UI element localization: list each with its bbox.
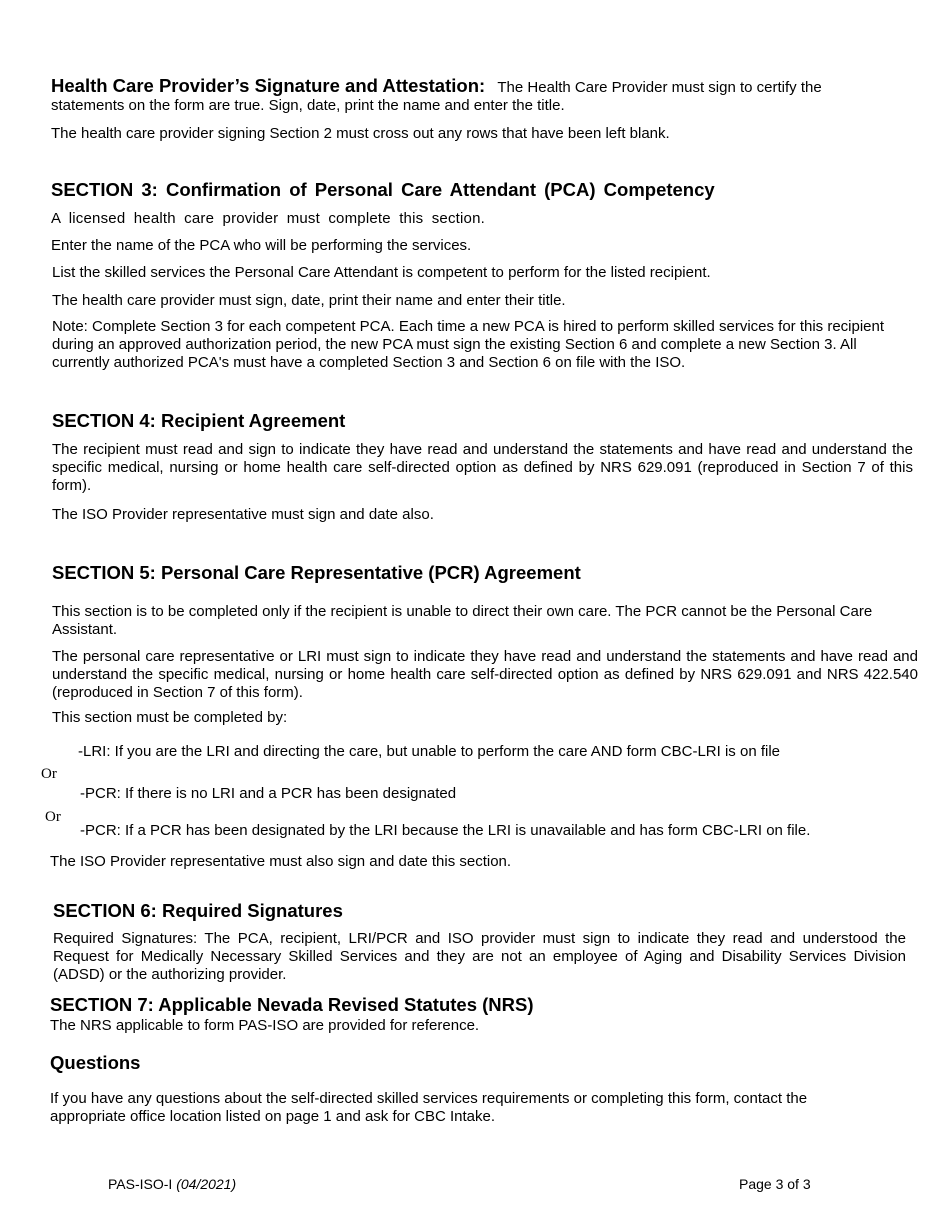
section6-heading: SECTION 6: Required Signatures [53,900,343,921]
section5-paragraph-3: This section must be completed by: [52,709,288,726]
section5-or-1: Or [41,766,57,782]
section5-paragraph-2: The personal care representative or LRI must sign to indicate they have read and understand the statements and have read and understand the specific medical, nursing or home health care self-directed option as defined by NRS 629.091 and NRS 422.540 (reproduced in Section 7 of this form). [52,648,918,701]
section5-option-pcr-1: -PCR: If there is no LRI and a PCR has been designated [80,785,457,802]
section3-heading: SECTION 3: Confirmation of Personal Care Attendant (PCA) Competency [51,179,715,200]
questions-paragraph: If you have any questions about the self-directed skilled services requirements or completing this form, contact the appropriate office location listed on page 1 and ask for CBC Intake. [50,1090,808,1125]
section3-note: Note: Complete Section 3 for each competent PCA. Each time a new PCA is hired to perform skilled services for this recipient during an approved authorization period, the new PCA must sign the existing Section 6 and complete a new Section 3. All currently authorized PCA's must have a completed Section 3 and Section 6 on file with the ISO. [52,318,885,371]
attestation-heading: Health Care Provider’s Signature and Attestation: [51,75,486,96]
section6-paragraph-1: Required Signatures: The PCA, recipient, LRI/PCR and ISO provider must sign to indicate they read and understood the Request for Medically Necessary Skilled Services and they are not an employee of Aging and Disability Services Division (ADSD) or the authorizing provider. [53,930,906,983]
section3-paragraph-3: List the skilled services the Personal Care Attendant is competent to perform for the listed recipient. [52,264,711,281]
section4-paragraph-2: The ISO Provider representative must sign and date also. [52,506,434,523]
footer-form-id [108,1175,236,1193]
section4-paragraph-1: The recipient must read and sign to indicate they have read and understand the statements and have read and understand the specific medical, nursing or home health care self-directed option as defined by NRS 629.091 (reproduced in Section 7 of this form). [52,441,913,494]
attestation-text: The Health Care Provider must sign to certify the statements on the form are true. Sign, date, print the name and enter the title. [51,79,822,114]
section3-paragraph-4: The health care provider must sign, date, print their name and enter their title. [52,292,566,309]
section5-paragraph-4: The ISO Provider representative must also sign and date this section. [50,853,512,870]
section5-paragraph-1: This section is to be completed only if the recipient is unable to direct their own care. The PCR cannot be the Personal Care Assistant. [52,603,873,638]
questions-heading: Questions [50,1052,141,1073]
attestation-paragraph [51,77,881,115]
attestation-blank-rows: The health care provider signing Section 2 must cross out any rows that have been left blank. [51,125,670,142]
section7-paragraph-1: The NRS applicable to form PAS-ISO are provided for reference. [50,1017,480,1034]
section5-or-2: Or [45,809,61,825]
form-date: (04/2021) [176,1176,237,1192]
section7-heading: SECTION 7: Applicable Nevada Revised Statutes (NRS) [50,994,534,1015]
section5-heading: SECTION 5: Personal Care Representative (PCR) Agreement [52,562,581,583]
section4-heading: SECTION 4: Recipient Agreement [52,410,346,431]
section3-paragraph-1: A licensed health care provider must complete this section. [51,210,485,227]
form-id: PAS-ISO-I [108,1176,173,1192]
footer-page-number: Page 3 of 3 [739,1176,811,1192]
section5-option-lri: -LRI: If you are the LRI and directing the care, but unable to perform the care AND form CBC-LRI is on file [78,743,780,760]
section3-paragraph-2: Enter the name of the PCA who will be performing the services. [51,237,472,254]
section5-option-pcr-2: -PCR: If a PCR has been designated by the LRI because the LRI is unavailable and has form CBC-LRI on file. [80,822,811,839]
